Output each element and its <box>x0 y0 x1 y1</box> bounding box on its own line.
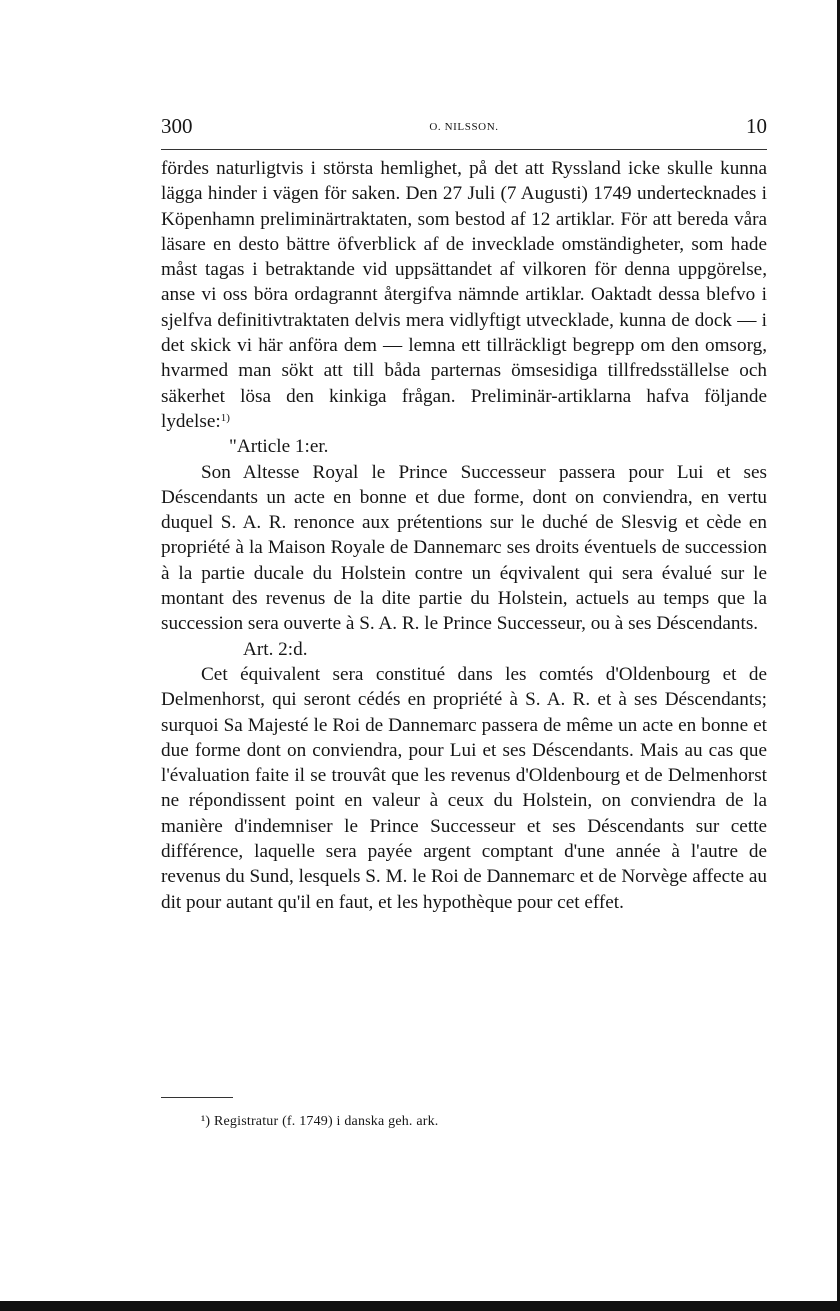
article-1-text: Son Altesse Royal le Prince Successeur passera pour Lui et ses Déscendants un acte en bonne et due forme, dont on conviendra, en vertu duquel S. A. R. renonce aux prétentions sur le duché de Slesvig et cède en propriété à la Maison Royale de Dannemarc ses droits éventuels de succession à la partie ducale du Holstein contre un éqvivalent qui sera évalué sur le montant des revenus de la dite partie du Holstein, actuels au temps que la succession sera ouverte à S. A. R. le Prince Successeur, ou à ses Déscendants. <box>161 461 767 635</box>
article-2-text: Cet équivalent sera constitué dans les comtés d'Oldenbourg et de Delmenhorst, qui seront cédés en propriété à S. A. R. et à ses Déscendants; surquoi Sa Majesté le Roi de Dannemarc passera de même un acte en bonne et due forme dont on conviendra, pour Lui et ses Déscendants. Mais au cas que l'évaluation faite il se trouvât que les revenus d'Oldenbourg et de Delmenhorst ne répondissent point en valeur à ceux du Holstein, on conviendra de la manière d'indemniser le Prince Successeur et ses Déscendants sur cette différence, laquelle sera payée argent comptant d'une année à l'autre de revenus du Sund, lesquels S. M. le Roi de Dannemarc et de Norvège affecte au dit pour autant qu'il en faut, et les hypothèque pour cet effet. <box>161 663 767 913</box>
footnote-reference: 1) <box>220 411 230 424</box>
article-1-heading: "Article 1:er. <box>229 436 329 458</box>
footnote-rule <box>161 1097 233 1098</box>
running-head-author: O. NILSSON. <box>429 121 499 133</box>
main-text <box>161 156 767 915</box>
intro-paragraph-text: fördes naturligtvis i största hemlighet, på det att Ryssland icke skulle kunna lägga hinder i vägen för saken. Den 27 Juli (7 Augusti) 1749 undertecknades i Köpenhamn preliminärtraktaten, som bestod af 12 artiklar. För att bereda våra läsare en desto bättre öfverblick af de invecklade omständigheter, som hade måst tagas i betraktande vid uppsättandet af vilkoren för denna uppgörelse, anse vi oss böra ordagrannt återgifva nämnde artiklar. Oaktadt dessa blefvo i sjelfva definitivtraktaten delvis mera vidlyftigt utvecklade, kunna de dock — i det skick vi här anföra dem — lemna ett tillräckligt begrepp om den omsorg, hvarmed man sökt att till båda parternas ömsesidiga tillfredsställelse och säkerhet lösa den kinkiga frågan. Preliminär-artiklarna hafva följande lydelse: <box>161 158 767 432</box>
page-bottom-edge <box>0 1301 840 1311</box>
intro-paragraph <box>161 156 767 434</box>
page-number: 300 <box>161 114 193 138</box>
sheet-number: 10 <box>746 114 767 138</box>
header-rule <box>161 149 767 150</box>
article-2-heading: Art. 2:d. <box>243 638 308 660</box>
footnote: ¹) Registratur (f. 1749) i danska geh. ark. <box>201 1114 439 1129</box>
page-header <box>161 114 767 142</box>
